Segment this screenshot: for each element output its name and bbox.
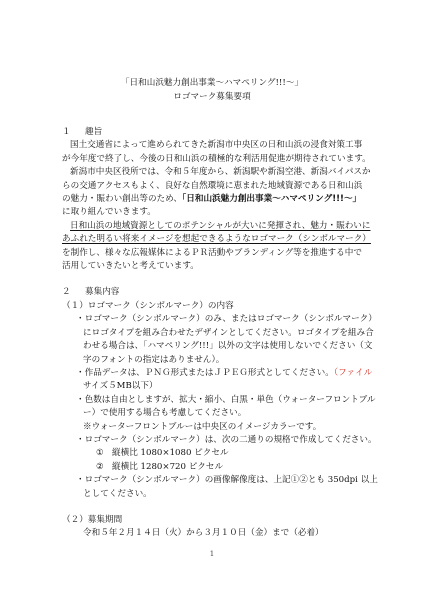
section-1-title: 趣旨 bbox=[85, 127, 103, 137]
bullet-3-note: ※ウォーターフロントブルーは中央区のイメージカラーです。 bbox=[83, 421, 322, 432]
section-1-p1-line-2: が今年度で終了し、今後の日和山浜の積極的な利活用促進が期待されています。 bbox=[62, 153, 371, 164]
document-title bbox=[0, 76, 424, 104]
subsection-2-heading: （２）募集期間 bbox=[62, 514, 123, 525]
section-1-p3-line-4: 活用していきたいと考えています。 bbox=[62, 261, 199, 272]
bullet-5-line-1: ・ロゴマーク（シンボルマーク）の画像解像度は、上記①②とも 350dpi 以上 bbox=[76, 475, 378, 486]
section-2-title: 募集内容 bbox=[85, 287, 120, 298]
bullet-4-line-1: ・ロゴマーク（シンボルマーク）は、次の二通りの規格で作成してください。 bbox=[76, 434, 377, 445]
section-1-number: １ bbox=[62, 127, 71, 137]
subsection-1-heading: （１）ロゴマーク（シンボルマーク）の内容 bbox=[62, 300, 234, 311]
file-size-note-red: （ファイル bbox=[333, 367, 373, 378]
section-2-number: ２ bbox=[62, 287, 71, 298]
title-line-1: 「日和山浜魅力創出事業～ハマペリング!!!～」 bbox=[120, 78, 304, 88]
bullet-5-line-2: としてください。 bbox=[83, 488, 152, 499]
application-period: 令和５年２月１４日（火）から３月１０日（金）まで（必着） bbox=[83, 528, 324, 539]
bullet-3-line-2: ー）で使用する場合も考慮してください。 bbox=[83, 408, 247, 419]
bullet-1-line-2: にロゴタイプを組み合わせたデザインとしてください。ロゴタイプを組み合 bbox=[83, 327, 374, 338]
title-line-2: ロゴマーク募集要項 bbox=[173, 92, 251, 102]
section-1-p2-line-3-text: の魅力・賑わい創出等のため、 bbox=[62, 194, 182, 205]
section-1-p2-line-2: らの交通アクセスもよく、良好な自然環境に恵まれた地域資源である日和山浜 bbox=[62, 180, 363, 191]
spec-item-2-text: 縦横比 1280×720 ピクセル bbox=[112, 461, 224, 472]
section-1-p1-line-1: 国土交通省によって進められてきた新潟市中央区の日和山浜の浸食対策工事 bbox=[70, 140, 363, 151]
bullet-2-line-1 bbox=[62, 367, 373, 380]
spec-item-1-mark: ① bbox=[96, 448, 104, 459]
section-1-p3-line-2: あふれた明るい将来イメージを想起できるようなロゴマーク（シンボルマーク） bbox=[62, 234, 371, 245]
section-1-p3-line-1: 日和山浜の地域資源としてのポテンシャルが大いに発揮され、魅力・賑わいに bbox=[70, 220, 371, 231]
spec-item-2-mark: ② bbox=[96, 461, 104, 472]
bullet-1-line-1: ・ロゴマーク（シンボルマーク）のみ、またはロゴマーク（シンボルマーク） bbox=[76, 314, 377, 325]
spec-item-1 bbox=[62, 447, 364, 460]
section-1-p2-line-3 bbox=[62, 193, 364, 206]
project-name-bold: 「日和山浜魅力創出事業～ハマペリング!!!～」 bbox=[181, 194, 362, 205]
page-number: 1 bbox=[209, 550, 215, 558]
bullet-2-line-2: サイズ５MB以下） bbox=[83, 381, 158, 392]
document-body bbox=[62, 126, 378, 541]
section-1-p3-line-3: を制作し、様々な広報媒体によるＰＲ活動やブランディング等を推進する中で bbox=[62, 247, 362, 258]
spec-item-1-text: 縦横比 1080×1080 ピクセル bbox=[112, 448, 229, 459]
section-1-p2-line-1: 新潟市中央区役所では、令和５年度から、新潟駅や新潟空港、新潟バイパスか bbox=[70, 167, 371, 178]
spec-item-2 bbox=[62, 461, 364, 474]
bullet-1-line-4: 字のフォントの指定はありません）。 bbox=[83, 354, 225, 365]
section-2-heading bbox=[62, 286, 364, 299]
bullet-3-line-1: ・色数は自由としますが、拡大・縮小、白黒・単色（ウォーターフロントブル bbox=[76, 394, 376, 405]
bullet-2-text: ・作品データは、ＰＮＧ形式またはＪＰＥＧ形式としてください。 bbox=[76, 367, 334, 378]
section-1-heading bbox=[62, 126, 364, 139]
section-1-p2-line-4: に取り組んでいきます。 bbox=[62, 207, 156, 218]
bullet-1-line-3: わせる場合は、「ハマペリング!!!」以外の文字は使用しないでください（文 bbox=[83, 341, 373, 352]
